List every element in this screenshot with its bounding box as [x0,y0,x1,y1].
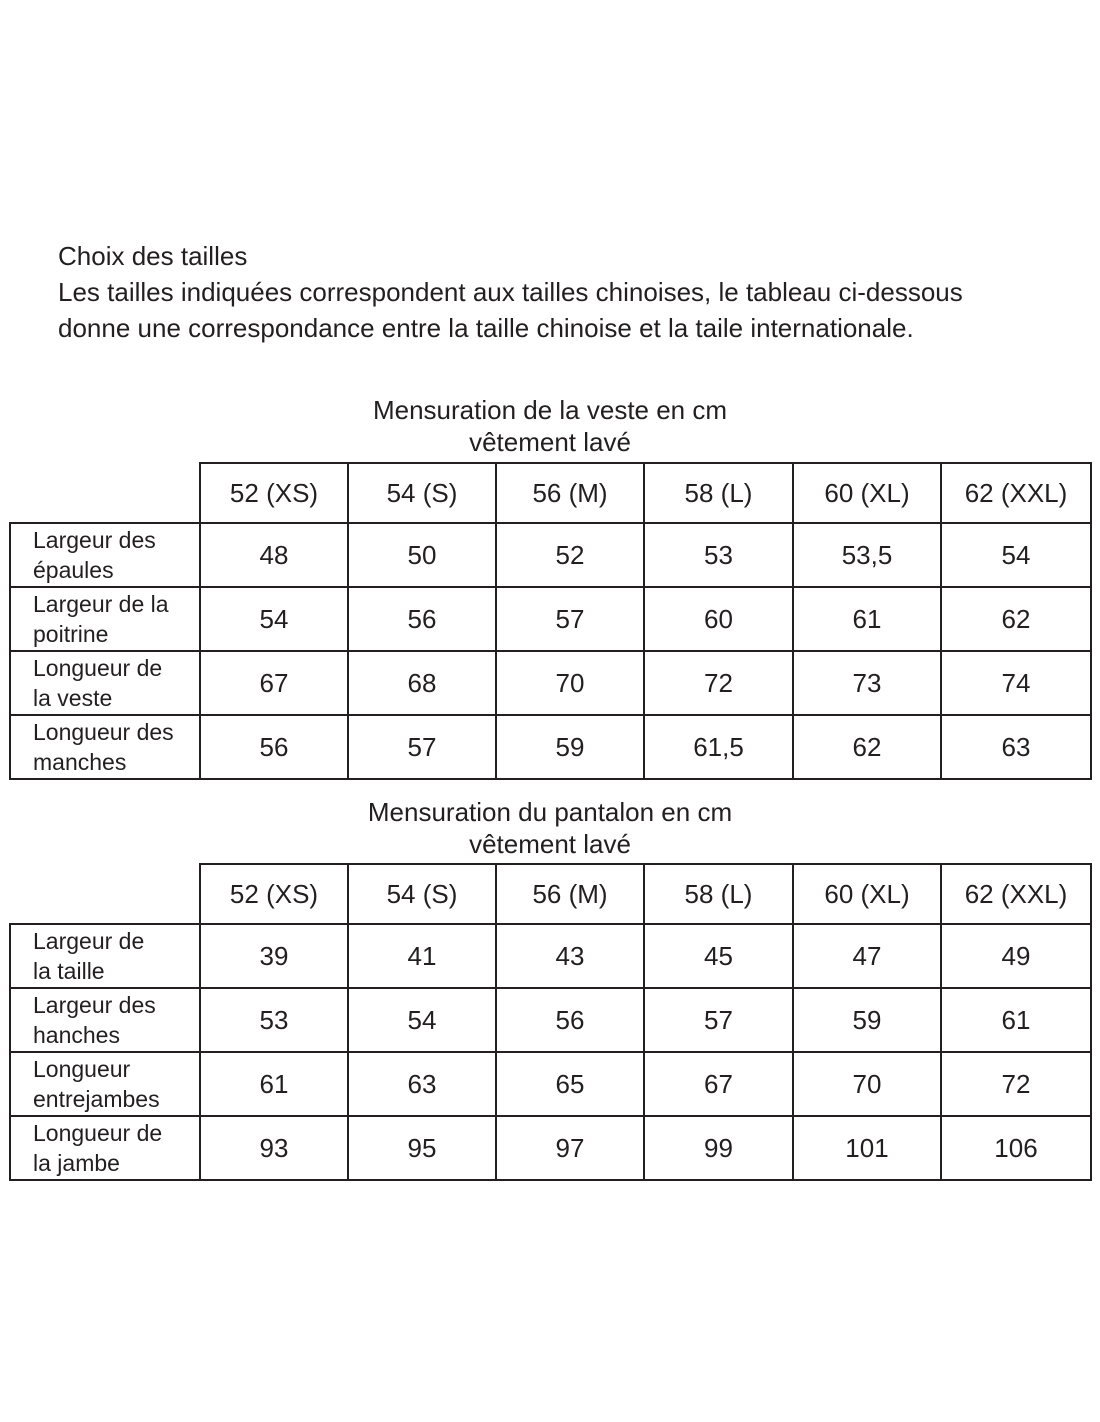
value-cell: 62 [941,587,1091,651]
size-header-cell: 62 (XXL) [941,463,1091,523]
table-row [10,1052,1091,1116]
trousers-table-caption [0,796,1100,860]
row-label-cell [10,1052,200,1116]
value-cell: 72 [644,651,793,715]
value-cell: 99 [644,1116,793,1180]
value-cell: 41 [348,924,496,988]
value-cell: 45 [644,924,793,988]
value-cell: 57 [496,587,644,651]
row-label-cell [10,715,200,779]
trousers-table-subtitle: vêtement lavé [469,829,631,859]
value-cell: 61,5 [644,715,793,779]
value-cell: 101 [793,1116,941,1180]
row-label-line: poitrine [33,621,109,647]
blank-corner-cell [10,864,200,924]
size-header-cell: 52 (XS) [200,864,348,924]
value-cell: 62 [793,715,941,779]
value-cell: 63 [348,1052,496,1116]
row-label-line: Longueur des [33,719,174,745]
size-header-cell: 60 (XL) [793,864,941,924]
value-cell: 93 [200,1116,348,1180]
row-label-line: la taille [33,958,105,984]
table-row [10,587,1091,651]
value-cell: 47 [793,924,941,988]
value-cell: 60 [644,587,793,651]
value-cell: 95 [348,1116,496,1180]
value-cell: 56 [496,988,644,1052]
row-label-line: Longueur de [33,1120,163,1146]
row-label-line: Largeur des [33,992,156,1018]
size-header-cell: 54 (S) [348,864,496,924]
value-cell: 56 [348,587,496,651]
value-cell: 54 [941,523,1091,587]
size-intro [58,238,1088,346]
row-label-cell [10,1116,200,1180]
value-cell: 74 [941,651,1091,715]
value-cell: 67 [200,651,348,715]
blank-corner-cell [10,463,200,523]
value-cell: 67 [644,1052,793,1116]
value-cell: 68 [348,651,496,715]
row-label-cell [10,988,200,1052]
value-cell: 61 [793,587,941,651]
value-cell: 106 [941,1116,1091,1180]
row-label-line: Largeur de [33,928,145,954]
row-label-line: Longueur de [33,655,163,681]
size-header-cell: 58 (L) [644,463,793,523]
value-cell: 52 [496,523,644,587]
value-cell: 70 [793,1052,941,1116]
value-cell: 70 [496,651,644,715]
row-label-line: la jambe [33,1150,120,1176]
value-cell: 61 [941,988,1091,1052]
jacket-table-title: Mensuration de la veste en cm [372,395,728,425]
size-header-cell: 62 (XXL) [941,864,1091,924]
row-label-line: épaules [33,557,114,583]
value-cell: 73 [793,651,941,715]
table-row [10,1116,1091,1180]
size-header-cell: 52 (XS) [200,463,348,523]
row-label-line: Largeur des [33,527,156,553]
value-cell: 59 [496,715,644,779]
intro-heading: Choix des tailles [58,241,248,271]
row-label-cell [10,523,200,587]
row-label-cell [10,924,200,988]
table-header-row [10,864,1091,924]
value-cell: 49 [941,924,1091,988]
value-cell: 53 [644,523,793,587]
row-label-line: la veste [33,685,113,711]
jacket-table-subtitle: vêtement lavé [469,427,631,457]
row-label-line: hanches [33,1022,120,1048]
row-label-cell [10,651,200,715]
intro-line: Les tailles indiquées correspondent aux tailles chinoises, le tableau ci-dessous [58,277,963,307]
value-cell: 48 [200,523,348,587]
size-header-cell: 54 (S) [348,463,496,523]
value-cell: 56 [200,715,348,779]
intro-line: donne une correspondance entre la taille chinoise et la taile internationale. [58,313,914,343]
size-header-cell: 56 (M) [496,463,644,523]
value-cell: 63 [941,715,1091,779]
value-cell: 57 [644,988,793,1052]
jacket-size-table [9,462,1092,780]
value-cell: 65 [496,1052,644,1116]
value-cell: 97 [496,1116,644,1180]
value-cell: 72 [941,1052,1091,1116]
table-header-row [10,463,1091,523]
size-header-cell: 56 (M) [496,864,644,924]
value-cell: 57 [348,715,496,779]
row-label-cell [10,587,200,651]
row-label-line: manches [33,749,127,775]
table-row [10,988,1091,1052]
value-cell: 54 [200,587,348,651]
trousers-size-table [9,863,1092,1181]
value-cell: 61 [200,1052,348,1116]
value-cell: 43 [496,924,644,988]
size-header-cell: 58 (L) [644,864,793,924]
value-cell: 53,5 [793,523,941,587]
value-cell: 53 [200,988,348,1052]
table-row [10,924,1091,988]
table-row [10,523,1091,587]
value-cell: 59 [793,988,941,1052]
value-cell: 39 [200,924,348,988]
row-label-line: Largeur de la [33,591,169,617]
row-label-line: Longueur [33,1056,131,1082]
size-header-cell: 60 (XL) [793,463,941,523]
jacket-table-caption [0,394,1100,458]
row-label-line: entrejambes [33,1086,160,1112]
table-row [10,715,1091,779]
table-row [10,651,1091,715]
trousers-table-title: Mensuration du pantalon en cm [367,797,733,827]
value-cell: 50 [348,523,496,587]
value-cell: 54 [348,988,496,1052]
